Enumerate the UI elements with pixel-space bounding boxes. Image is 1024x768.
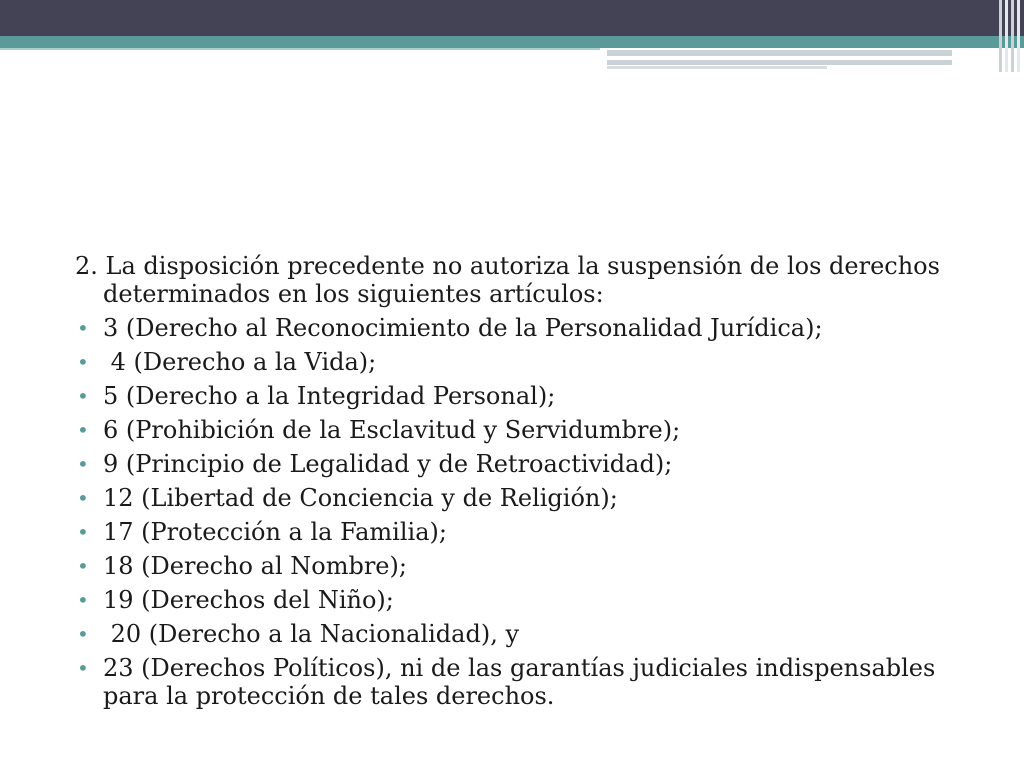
bullet-icon: • (77, 384, 89, 408)
list-item: • 9 (Principio de Legalidad y de Retroactividad); (77, 450, 673, 478)
bullet-icon: • (77, 486, 89, 510)
list-item: • 20 (Derecho a la Nacionalidad), y (77, 620, 520, 648)
bullet-icon: • (77, 452, 89, 476)
header-teal-light-line (0, 48, 600, 50)
article-list (75, 314, 955, 710)
bullet-icon: • (77, 554, 89, 578)
bullet-icon: • (77, 350, 89, 374)
header-gray-line (607, 66, 827, 69)
header-teal-band (0, 36, 1024, 48)
bullet-icon: • (77, 588, 89, 612)
header-dark-band (0, 0, 1024, 36)
bullet-icon: • (77, 656, 89, 680)
list-item: • 3 (Derecho al Reconocimiento de la Personalidad Jurídica); (77, 314, 823, 342)
slide-body (75, 252, 955, 716)
bullet-icon: • (77, 622, 89, 646)
list-item: • 23 (Derechos Políticos), ni de las garantías judiciales indispensables para la protección de tales derechos. (77, 654, 936, 710)
list-item: • 19 (Derechos del Niño); (77, 586, 394, 614)
header-gray-line (607, 50, 952, 56)
list-item: • 18 (Derecho al Nombre); (77, 552, 407, 580)
intro-paragraph: 2. La disposición precedente no autoriza la suspensión de los derechos determinados en los siguientes artículos: (75, 252, 940, 308)
list-item: • 4 (Derecho a la Vida); (77, 348, 377, 376)
list-item: • 6 (Prohibición de la Esclavitud y Servidumbre); (77, 416, 681, 444)
bullet-icon: • (77, 418, 89, 442)
list-item: • 17 (Protección a la Familia); (77, 518, 447, 546)
bullet-icon: • (77, 520, 89, 544)
list-item: • 12 (Libertad de Conciencia y de Religión); (77, 484, 618, 512)
header-right-lines (999, 0, 1020, 72)
header-gray-line (607, 60, 952, 65)
list-item: • 5 (Derecho a la Integridad Personal); (77, 382, 556, 410)
bullet-icon: • (77, 316, 89, 340)
